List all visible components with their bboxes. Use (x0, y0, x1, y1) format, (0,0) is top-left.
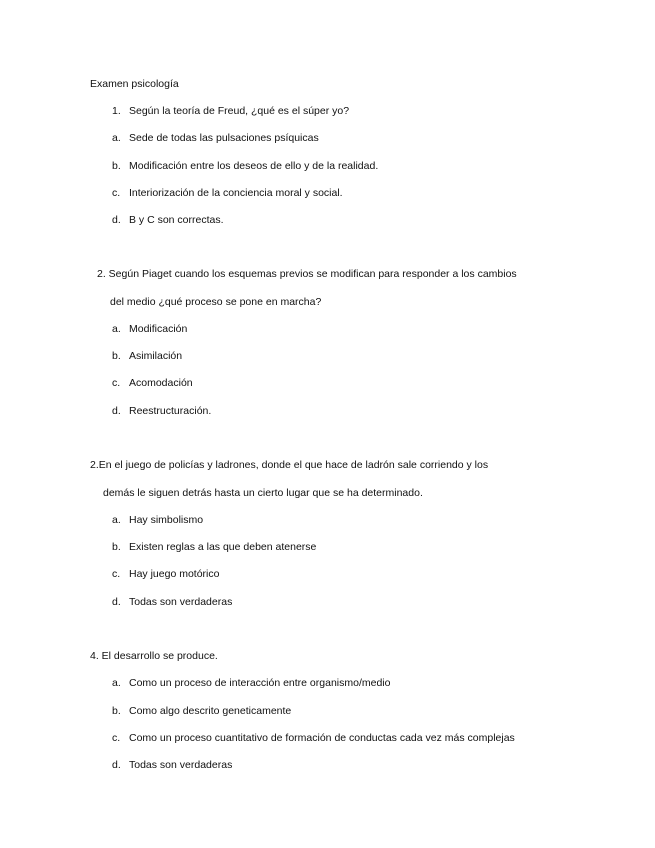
option-text: Todas son verdaderas (129, 759, 233, 771)
option-text: Asimilación (129, 350, 183, 362)
option-letter: c. (112, 568, 121, 580)
option-text: Modificación (129, 323, 188, 335)
q1-option-a (112, 131, 319, 145)
option-text: Hay juego motórico (129, 568, 220, 580)
q4-option-d (112, 758, 232, 772)
option-letter: c. (112, 732, 121, 744)
question-number: 1. (112, 105, 121, 117)
q2-option-c (112, 376, 193, 390)
option-letter: a. (112, 677, 121, 689)
q4-option-c (112, 731, 515, 745)
option-text: Existen reglas a las que deben atenerse (129, 541, 317, 553)
option-letter: b. (112, 160, 121, 172)
q2-option-d (112, 404, 211, 418)
q1-option-c (112, 186, 343, 200)
question-2-line-1: 2. Según Piaget cuando los esquemas previos se modifican para responder a los cambios (97, 268, 517, 280)
q1-option-d (112, 213, 224, 227)
q3-option-c (112, 567, 219, 581)
document-title: Examen psicología (90, 78, 179, 90)
q4-option-a (112, 676, 390, 690)
option-letter: b. (112, 350, 121, 362)
option-letter: c. (112, 377, 121, 389)
option-letter: c. (112, 187, 121, 199)
option-text: Acomodación (129, 377, 193, 389)
option-letter: b. (112, 541, 121, 553)
q4-option-b (112, 704, 291, 718)
option-text: Como un proceso de interacción entre organismo/medio (129, 677, 391, 689)
option-letter: d. (112, 405, 121, 417)
option-text: Como un proceso cuantitativo de formación de conductas cada vez más complejas (129, 732, 515, 744)
q2-option-b (112, 349, 182, 363)
option-text: Modificación entre los deseos de ello y de la realidad. (129, 160, 379, 172)
question-4-line-1: 4. El desarrollo se produce. (90, 650, 218, 662)
question-3-line-1: 2.En el juego de policías y ladrones, donde el que hace de ladrón sale corriendo y los (90, 459, 489, 471)
question-3-line-2: demás le siguen detrás hasta un cierto lugar que se ha determinado. (103, 487, 423, 499)
option-text: Todas son verdaderas (129, 596, 233, 608)
q2-option-a (112, 322, 187, 336)
option-text: Como algo descrito geneticamente (129, 705, 292, 717)
question-1 (112, 104, 349, 118)
option-letter: a. (112, 132, 121, 144)
option-text: Interiorización de la conciencia moral y social. (129, 187, 343, 199)
option-letter: a. (112, 323, 121, 335)
option-letter: d. (112, 759, 121, 771)
option-text: B y C son correctas. (129, 214, 224, 226)
option-letter: d. (112, 596, 121, 608)
question-text: Según la teoría de Freud, ¿qué es el súper yo? (129, 105, 350, 117)
option-letter: a. (112, 514, 121, 526)
option-letter: b. (112, 705, 121, 717)
option-text: Hay simbolismo (129, 514, 204, 526)
q1-option-b (112, 159, 378, 173)
q3-option-b (112, 540, 316, 554)
question-2-line-2: del medio ¿qué proceso se pone en marcha? (110, 296, 322, 308)
option-letter: d. (112, 214, 121, 226)
option-text: Sede de todas las pulsaciones psíquicas (129, 132, 319, 144)
q3-option-a (112, 513, 203, 527)
option-text: Reestructuración. (129, 405, 212, 417)
q3-option-d (112, 595, 232, 609)
